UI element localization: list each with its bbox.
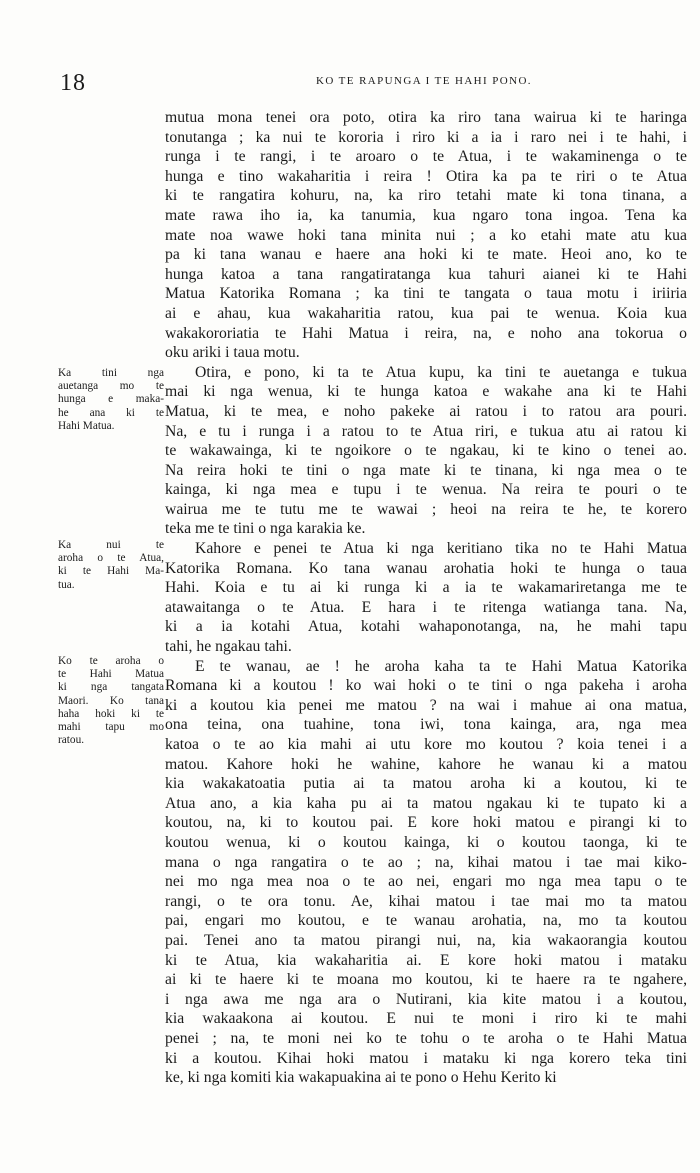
text-line: Romana ki a koutou ! ko wai hoki o te tini o nga pakeha i aroha	[165, 677, 687, 695]
text-line: i nga awa me nga ara o Nutirani, kia kite matou i a koutou,	[165, 990, 687, 1008]
text-line: Katorika Romana. Ko tana wanau arohatia hoki te hunga o taua	[165, 559, 687, 577]
text-line: wairua me te tutu me te wawai ; heoi na reira te he, te korero	[165, 500, 687, 518]
text-line: Hahi. Koia e tu ai ki runga ki a ia te wakamariretanga me te	[165, 579, 687, 597]
text-line: pai. Tenei ano ta matou pirangi nui, na, kia wakaorangia koutou	[165, 931, 687, 949]
side-note-line: aroha o te Atua,	[58, 552, 164, 565]
text-line: E te wanau, ae ! he aroha kaha ta te Hahi Matua Katorika	[195, 657, 687, 675]
text-line: mai ki nga wenua, ki te hunga katoa e wakahe ana ki te Hahi	[165, 383, 687, 401]
text-line: oku ariki i taua motu.	[165, 344, 300, 362]
side-note-line: haha hoki ki te	[58, 707, 164, 720]
text-line: kia wakakatoatia putia ai ta matou aroha ki a koutou, ki te	[165, 775, 687, 793]
text-line: tahi, he ngakau tahi.	[165, 638, 292, 656]
text-line: wakakororiatia te Hahi Matua i reira, na, e noho ana tokorua o	[165, 324, 687, 342]
text-line: Otira, e pono, ki ta te Atua kupu, ka tini te auetanga e tukua	[195, 363, 687, 381]
side-note-line: ki te Hahi Ma-	[58, 565, 164, 578]
side-note-line: Ka tini nga	[58, 367, 164, 379]
text-line: mate noa wawe hoki tana minita nui ; a ko etahi mate atu kua	[165, 226, 687, 244]
text-line: mana o nga rangatira o te ao ; na, kihai matou i tae mai kiko-	[165, 853, 687, 871]
text-line: ona teina, ona tuahine, tona iwi, tona kainga, ara, nga mea	[165, 716, 687, 734]
text-line: te wakawainga, ki te ngoikore o te ngakau, ki te kino o tenei ao.	[165, 442, 687, 460]
side-note-line: te Hahi Matua	[58, 668, 164, 681]
text-line: Matua, ki te mea, e noho pakeke ai ratou i to ratou ara pouri.	[165, 402, 687, 420]
text-line: mutua mona tenei ora poto, otira ka riro tana wairua ki te haringa	[165, 109, 687, 126]
side-note-line: Maori. Ko tana	[58, 694, 164, 707]
text-line: Atua ano, a kia kaha pu ai ta matou ngakau ki te tupato ki a	[165, 794, 687, 812]
side-note-line: ratou.	[58, 734, 85, 747]
text-line: pa ki tana wanau e haere ana hoki ki te mate. Heoi ano, ko te	[165, 246, 687, 264]
side-note-line: auetanga mo te	[58, 380, 164, 393]
text-line: Matua Katorika Romana ; ka tini te tangata o taua motu i iriiria	[165, 285, 687, 303]
body-text	[165, 108, 687, 1088]
text-line: Na, e tu i runga i a ratou to te Atua riri, e tukua atu ai ratou ki	[165, 422, 687, 440]
text-line: ki a ia kotahi Atua, kotahi wahaponotanga, na, he mahi tapu	[165, 618, 687, 636]
side-note-line: Ka nui te	[58, 539, 164, 551]
side-note-mortal-suffering	[58, 367, 164, 433]
text-line: hunga e tino wakaharitia i reira ! Otira ka pa te riri o te Atua	[165, 167, 687, 185]
text-line: nei mo nga mea noa o te ao nei, engari mo nga mea tapu o te	[165, 873, 687, 891]
text-line: matou. Kahore hoki he wahine, kahore he wanau ki a matou	[165, 755, 687, 773]
side-note-line: hunga e maka-	[58, 393, 164, 406]
text-line: mate rawa iho ia, ka tanumia, kua ngaro tona ingoa. Tena ka	[165, 206, 687, 224]
side-note-line: Hahi Matua.	[58, 419, 115, 432]
text-line: tonutanga ; ka nui te kororia i riro ki a ia i raro nei i te hahi, i	[165, 128, 687, 146]
side-note-line: he ana ki te	[58, 406, 164, 419]
text-line: ke, ki nga komiti kia wakapuakina ai te pono o Hehu Kerito ki	[165, 1069, 557, 1087]
page-number: 18	[60, 70, 86, 96]
side-note-church-love-maori	[58, 655, 164, 747]
text-line: koutou wenua, ki o koutou kainga, ki o koutou taonga, ki te	[165, 833, 687, 851]
text-line: atawaitanga o te Atua. E hara i te ritenga watianga tana. Na,	[165, 598, 687, 616]
text-line: ki te rangatira kohuru, na, ka riro tetahi mate ki tona tinana, a	[165, 187, 687, 205]
text-line: koutou, na, ki to koutou pai. E kore hoki matou e pirangi ki to	[165, 814, 687, 832]
text-line: Kahore e penei te Atua ki nga keritiano tika no te Hahi Matua	[195, 540, 687, 558]
side-note-line: mahi tapu mo	[58, 721, 164, 734]
text-line: katoa o te ao kia mahi ai utu kore mo koutou ? koia tenei i a	[165, 736, 687, 753]
text-line: rangi, o te ora tonu. Ae, kihai matou i tae mai mo ta matou	[165, 892, 687, 910]
text-line: teka me te tini o nga karakia ke.	[165, 520, 366, 538]
text-line: kia wakaakona ai koutou. E nui te moni i riro ki te mahi	[165, 1010, 687, 1028]
side-note-line: Ko te aroha o	[58, 655, 164, 667]
text-line: ki te Atua, kia wakaharitia ai. E kore hoki matou i mataku	[165, 951, 687, 969]
text-line: kainga, ki nga mea e tupu i te wenua. Na reira te pouri o te	[165, 481, 687, 499]
side-note-line: tua.	[58, 578, 75, 591]
text-line: ai e ahau, kua wakaharitia ratou, kua pai te wenua. Koia kua	[165, 304, 687, 322]
text-line: runga i te rangi, i te aroaro o te Atua, i te wakaminenga o te	[165, 148, 687, 166]
running-title: KO TE RAPUNGA I TE HAHI PONO.	[316, 75, 532, 87]
side-note-gods-love	[58, 539, 164, 592]
text-line: pai, engari mo koutou, e te wanau arohatia, na, mo ta koutou	[165, 912, 687, 930]
text-line: Na reira hoki te tini o nga mate ki te tinana, ki nga mea o te	[165, 461, 687, 479]
text-line: hunga katoa a tana rangatiratanga kua tahuri aianei ki te Hahi	[165, 265, 687, 283]
text-line: ki a koutou kia penei me matou ? na wai i mahue ai ona matua,	[165, 696, 687, 714]
text-line: ai ki te haere ki te moana mo koutou, ki te haere ra te ngahere,	[165, 971, 687, 989]
side-note-line: ki nga tangata	[58, 681, 164, 694]
text-line: ki a koutou. Kihai hoki matou i mataku ki nga korero teka tini	[165, 1049, 687, 1067]
text-line: penei ; na, te moni nei ko te tohu o te aroha o te Hahi Matua	[165, 1029, 687, 1047]
